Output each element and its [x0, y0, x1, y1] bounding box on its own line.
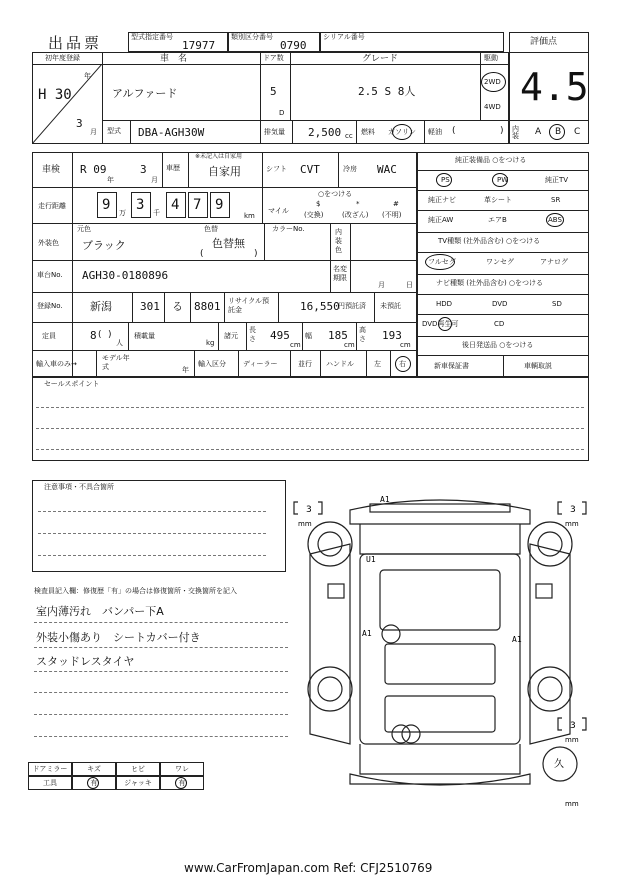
drive-2wd: 2WD — [484, 78, 501, 86]
mileage-digit-4-value: 7 — [193, 197, 202, 213]
interior-color-label: 内装色 — [335, 228, 342, 254]
mileage-opt3b: (不明) — [382, 211, 402, 219]
notes-label: 注意事項・不具合箇所 — [44, 483, 114, 491]
tv-full-circle — [425, 254, 455, 270]
equip-leather: 革シート — [484, 196, 512, 204]
mm-label-1: mm — [298, 520, 312, 528]
vin: AGH30-0180896 — [82, 269, 169, 282]
reg-class: 301 — [140, 300, 160, 313]
inspector-line-3: スタッドレスタイヤ — [36, 655, 135, 668]
color-paren-close: ) — [254, 249, 258, 259]
legend-tools-circle — [87, 777, 99, 789]
equip-ps-circle — [436, 173, 452, 187]
diagram-mark-a1-left: A1 — [362, 629, 372, 638]
first-reg-divider — [32, 64, 102, 144]
inspector-line-1: 室内薄汚れ バンパー下A — [36, 605, 164, 618]
fuel-gasoline: ガソリン — [388, 128, 416, 136]
length: 495 — [270, 329, 290, 342]
reg-kana: る — [172, 300, 183, 313]
inspector-label: 検査員記入欄：修復歴「有」の場合は修復箇所・交換箇所を記入 — [34, 587, 237, 595]
nav-cd: CD — [494, 320, 505, 328]
serial-label: シリアル番号 — [323, 33, 365, 41]
first-reg-month-unit: 月 — [90, 128, 97, 136]
tv-one: ワンセグ — [486, 258, 514, 266]
displacement-label: 排気量 — [264, 128, 285, 136]
capacity-paren-close: ) — [108, 330, 112, 340]
capacity-paren-open: ( — [98, 330, 102, 340]
import-type-label: 輸入区分 — [198, 360, 226, 368]
equipment-title: 純正装備品 ○をつける — [455, 156, 527, 164]
stamp-mark: 久 — [554, 759, 564, 770]
page-title: 出品票 — [48, 34, 103, 52]
nav-dvd-play: DVD再生可 — [422, 320, 459, 328]
equip-ps: PS — [441, 176, 450, 184]
grade-label: グレード — [362, 54, 399, 64]
docs-manual: 車輌取説 — [524, 362, 552, 370]
ac-label: 冷房 — [343, 165, 357, 173]
interior-label: 内装 — [512, 125, 519, 140]
shaken-month: 3 — [140, 163, 147, 176]
mileage-opt2: * — [356, 200, 360, 208]
interior-a: A — [535, 127, 542, 137]
grade: 2.5 S 8人 — [358, 85, 416, 98]
notes-block — [32, 480, 286, 572]
handle-right-circle — [395, 356, 411, 372]
model-code: 17977 — [182, 39, 216, 52]
equip-abs-circle — [546, 213, 564, 227]
vin-label: 車台No. — [37, 271, 63, 279]
recycle-unpaid: 未預託 — [380, 302, 401, 310]
name-change-month: 月 — [378, 281, 385, 289]
mileage-opt3: # — [393, 200, 399, 208]
width-cm: cm — [344, 341, 355, 349]
interior-b-circle — [549, 124, 565, 140]
nav-dvd-play-circle — [438, 317, 452, 331]
import-label: 輸入車のみ→ — [36, 360, 77, 368]
reg-label: 登録No. — [37, 302, 63, 310]
tv-analog: アナログ — [540, 258, 568, 266]
handle-label: ハンドル — [326, 360, 354, 368]
diagram-mark-a1-right: A1 — [512, 635, 522, 644]
equip-airbag: エアB — [488, 216, 507, 224]
fuel-oil: 軽油 — [428, 128, 442, 136]
legend-jack-yes: 有 — [160, 776, 204, 790]
first-reg-year-unit: 年 — [84, 72, 91, 80]
legend-crack: ヒビ — [116, 762, 160, 776]
fuel-paren-open: ( — [452, 126, 456, 136]
tire-label-fr: 3 — [570, 505, 576, 515]
length-cm: cm — [290, 341, 301, 349]
class-code: 0790 — [280, 39, 307, 52]
recycle-status: 円預託済 — [338, 302, 366, 310]
load-label: 積載量 — [134, 332, 155, 340]
footer-watermark: www.CarFromJapan.com Ref: CFJ2510769 — [184, 861, 433, 875]
inspector-line-2: 外装小傷あり シートカバー付き — [36, 631, 201, 644]
mileage-note: ○をつける — [318, 190, 353, 198]
sales-label: セールスポイント — [44, 380, 100, 388]
mm-label-2: mm — [565, 520, 579, 528]
height: 193 — [382, 329, 402, 342]
recycle: 16,550 — [300, 300, 340, 313]
mm-label-4: mm — [565, 800, 579, 808]
history-note: ※未記入は自家用 — [195, 153, 243, 160]
handle-right: 右 — [399, 360, 406, 368]
shift: CVT — [300, 163, 320, 176]
score-value: 4.5 — [520, 65, 589, 109]
first-reg-label: 初年度登録 — [45, 54, 80, 62]
width-label: 幅 — [305, 332, 312, 340]
orig-color-label: 元色 — [77, 225, 91, 233]
color-change: 色替無 — [212, 237, 245, 250]
doors-suffix: D — [279, 109, 285, 117]
class-code-label: 類別区分番号 — [231, 33, 273, 41]
recycle-label: リサイクル預託金 — [228, 297, 270, 314]
shaken-label: 車検 — [42, 165, 61, 175]
nav-sd: SD — [552, 300, 562, 308]
length-label: 長さ — [249, 326, 256, 343]
legend-tools-yes: 有 — [72, 776, 116, 790]
size-label: 諸元 — [224, 332, 238, 340]
model-year-unit: 年 — [182, 366, 189, 374]
equip-aw: 純正AW — [428, 216, 454, 224]
car-name-label: 車 名 — [160, 54, 188, 64]
color: ブラック — [82, 239, 126, 252]
capacity: 8 — [90, 329, 97, 342]
fuel-label: 燃料 — [361, 128, 375, 136]
first-reg-era: H 30 — [38, 87, 72, 103]
capacity-label: 定員 — [42, 332, 56, 340]
drive-4wd: 4WD — [484, 103, 501, 111]
legend-tools: 工具 — [28, 776, 72, 790]
model-code-label: 型式指定番号 — [131, 33, 173, 41]
dealer: ディーラー — [243, 360, 278, 368]
tv-title: TV種類 (社外品含む) ○をつける — [438, 237, 541, 245]
displacement-unit: cc — [345, 132, 353, 140]
color-paren-open: ( — [200, 249, 204, 259]
equip-pw-circle — [492, 173, 508, 187]
mileage-digit-2-value: 3 — [136, 197, 145, 213]
parallel: 並行 — [298, 360, 312, 368]
color-code-label: 色替 — [204, 225, 218, 233]
mm-label-3: mm — [565, 736, 579, 744]
shaken-year-unit: 年 — [107, 176, 114, 184]
doors-label: ドア数 — [263, 54, 284, 62]
reg-num: 8801 — [194, 300, 221, 313]
mileage-opt1: $ — [316, 200, 321, 208]
mileage-opt2b: (改ざん) — [342, 211, 369, 219]
interior-b: B — [555, 127, 562, 137]
nav-hdd: HDD — [436, 300, 453, 308]
name-change-label: 名変期限 — [333, 265, 347, 282]
reg-area: 新潟 — [90, 300, 112, 313]
ac: WAC — [377, 163, 397, 176]
score-label: 評価点 — [530, 37, 558, 47]
fuel-gasoline-circle — [392, 124, 412, 140]
mileage-sen: 千 — [153, 209, 160, 217]
capacity-unit: 人 — [116, 339, 123, 347]
drive-label: 駆動 — [484, 54, 498, 62]
equip-pw: PW — [497, 176, 509, 184]
legend-door-mirror: ドアミラー — [28, 762, 72, 776]
model-label: 型式 — [107, 127, 121, 135]
name-change-day: 日 — [406, 281, 413, 289]
interior-c: C — [574, 127, 581, 137]
color-label: 外装色 — [38, 239, 59, 247]
nav-dvd: DVD — [492, 300, 508, 308]
car-diagram — [290, 484, 590, 814]
height-cm: cm — [400, 341, 411, 349]
mileage-digit-1-value: 9 — [102, 197, 111, 213]
equip-tv: 純正TV — [545, 176, 569, 184]
legend-jack-circle — [175, 777, 187, 789]
nav-title: ナビ種類 (社外品含む) ○をつける — [436, 279, 544, 287]
equip-abs: ABS — [548, 216, 562, 224]
shift-label: シフト — [266, 165, 287, 173]
doors: 5 — [270, 85, 277, 98]
docs-title: 後日発送品 ○をつける — [462, 341, 534, 349]
colorno-label: カラーNo. — [272, 225, 305, 233]
mileage-unit: km — [244, 212, 255, 220]
tire-label-fl: 3 — [306, 505, 312, 515]
history-label: 車歴 — [166, 164, 180, 172]
mileage-digit-5-value: 9 — [215, 197, 224, 213]
drive-2wd-circle — [481, 72, 506, 92]
mileage-digit-3-value: 4 — [171, 197, 180, 213]
legend-scratch: キズ — [72, 762, 116, 776]
mileage-mile: マイル — [268, 207, 289, 215]
legend-break: ワレ — [160, 762, 204, 776]
model-year-label: モデル年式 — [102, 354, 130, 371]
fuel-paren-close: ) — [500, 126, 504, 136]
diagram-mark-a1-front: A1 — [380, 495, 390, 504]
displacement: 2,500 — [308, 126, 342, 139]
mileage-opt1b: (交換) — [304, 211, 324, 219]
mileage-label: 走行距離 — [38, 202, 66, 210]
equip-sr: SR — [551, 196, 561, 204]
first-reg-month: 3 — [76, 117, 83, 130]
shaken-month-unit: 月 — [151, 176, 158, 184]
car-name: アルファード — [112, 87, 178, 100]
shaken: R 09 — [80, 163, 107, 176]
handle-left: 左 — [374, 360, 381, 368]
width: 185 — [328, 329, 348, 342]
mileage-man: 万 — [119, 209, 126, 217]
load-unit: kg — [206, 339, 215, 347]
model: DBA-AGH30W — [138, 126, 205, 139]
tire-label-rr: 3 — [570, 721, 576, 731]
history: 自家用 — [208, 165, 241, 178]
legend-jack: ジャッキ — [116, 776, 160, 790]
tv-full: フルセグ — [428, 258, 456, 266]
docs-warranty: 新車保証書 — [434, 362, 469, 370]
diagram-mark-u1: U1 — [366, 555, 376, 564]
equip-nav: 純正ナビ — [428, 196, 456, 204]
height-label: 高さ — [359, 326, 366, 343]
